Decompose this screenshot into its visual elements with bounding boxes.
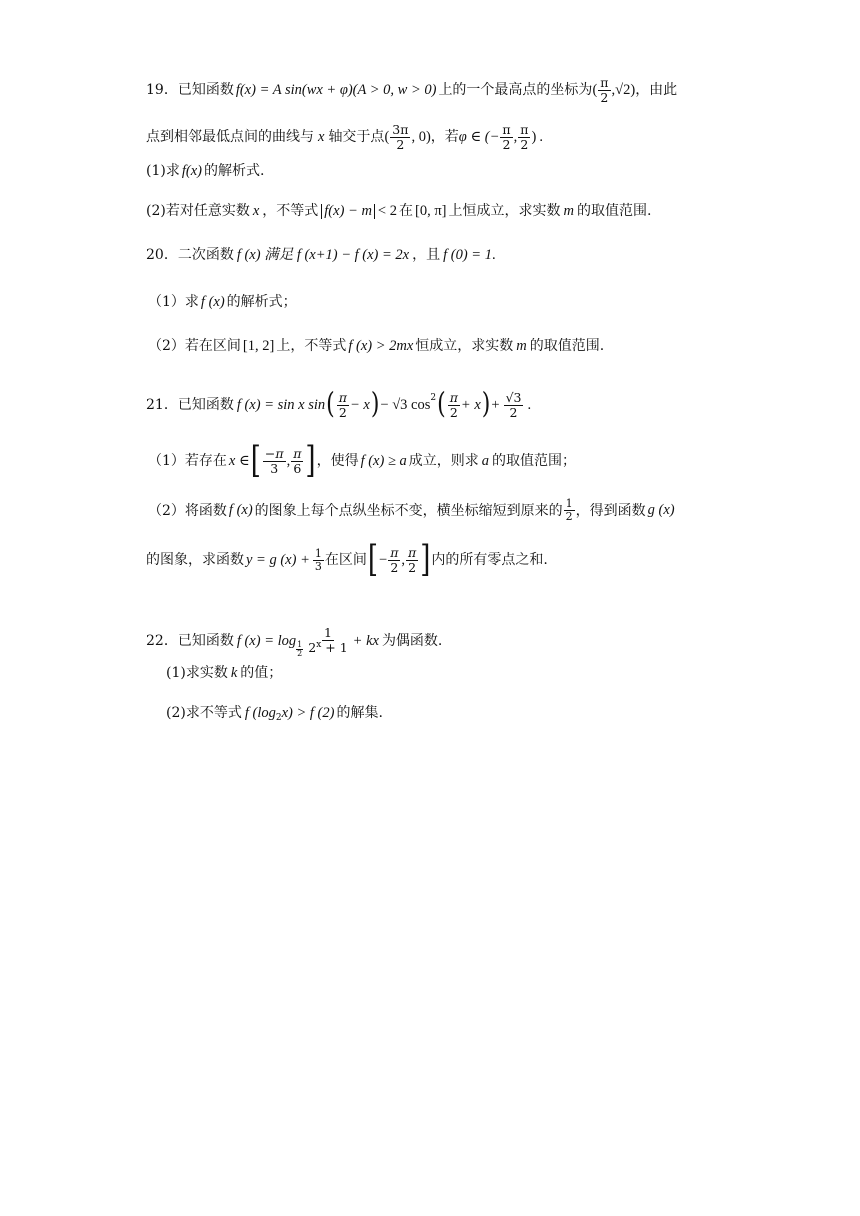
q20-cond: f (x) 满足 f (x+1) − f (x) = 2x <box>236 247 410 263</box>
q21-part1: （1）若存在 x ∈ [ $\frac{-\pi}{3}$ , $\frac{\pi}{6}$ ] ，使得 f (x) ≥ a 成立，则求 a 的取值范围； <box>148 440 577 483</box>
q20-p2d: 的取值范围. <box>529 338 605 355</box>
q21-p3a: 的图象，求函数 <box>146 552 244 569</box>
q22-p1b: 的值； <box>240 665 283 682</box>
frac-num: 1 <box>314 546 322 560</box>
frac-den: 2 <box>297 649 303 659</box>
q20-p2a: （2）若在区间 <box>148 338 241 355</box>
q19-text2: 上的一个最高点的坐标为 <box>438 82 593 99</box>
frac-den <box>306 641 349 656</box>
q21-ineq1: f (x) ≥ a <box>360 453 407 469</box>
q21-yeq: y = g (x) + <box>246 552 310 568</box>
frac-den: 3 <box>270 460 279 476</box>
q21-p1b: ，使得 <box>316 453 359 470</box>
q22-k: k <box>230 665 238 681</box>
q21-p3b: 在区间 <box>324 552 367 569</box>
q21-p1d: 的取值范围； <box>492 453 577 470</box>
frac-num: π <box>338 390 347 405</box>
frac-den: 2 <box>390 559 399 575</box>
q21-xin: x ∈ <box>228 453 250 469</box>
q21-plus: + <box>491 397 500 413</box>
q20-part2 <box>148 339 604 354</box>
q21-p2c: ，得到函数 <box>575 502 646 519</box>
q19-pi-over-2b <box>500 123 512 152</box>
q21-one-third <box>313 548 324 573</box>
q21-pi-over-2b <box>448 391 460 420</box>
q19-text3: ，由此 <box>635 82 678 99</box>
q21-mid: − √3 cos <box>380 397 431 413</box>
q22-ineq: f (log <box>244 705 276 721</box>
q21-pi-over-2 <box>337 391 349 420</box>
q19-p2c: 在 <box>398 203 413 220</box>
q22-fraction <box>306 626 349 656</box>
frac-num: π <box>600 75 609 90</box>
frac-num: 1 <box>565 497 573 510</box>
q21-part2-cont: 的图象，求函数 y = g (x) + $\frac{1}{3}$ 在区间 [ − $\frac{\pi}{2}$ , $\frac{\pi}{2}$ ] 内的所有零点之和. <box>146 539 548 582</box>
q20-p2c: 恒成立，求实数 <box>415 338 514 355</box>
q19-paren-close: ) <box>630 82 636 98</box>
q19-x-var: x <box>252 203 260 219</box>
q20-m: m <box>516 338 527 354</box>
q20-period: . <box>491 247 496 263</box>
q19-text7: ) <box>531 129 537 145</box>
q19-function-def: f(x) = A sin(wx + φ)(A > 0, w > 0) <box>235 82 437 98</box>
q21-neg-pi-over-2 <box>388 546 400 575</box>
q19-phi-in: φ ∈ (− <box>458 129 500 145</box>
q19-sqrt2: √2 <box>615 82 631 98</box>
q21-p1c: 成立，则求 <box>408 453 479 470</box>
q20-text1: 二次函数 <box>177 247 234 264</box>
q19-line2: 点到相邻最低点间的曲线与 x 轴交于点 ( $\frac{3\pi}{2}$ , 0) ，若 φ ∈ (− $\frac{\pi}{2}$ , $\frac{\pi}{2}$ ) . <box>146 122 543 152</box>
q19-p2e: 的取值范围. <box>576 203 652 220</box>
frac-num: π <box>390 545 399 560</box>
q21-one-half <box>564 498 575 523</box>
frac-num: 1 <box>297 639 303 649</box>
q22-kx: + kx <box>352 632 379 649</box>
q21-square: 2 <box>430 392 437 403</box>
q21-neg-pi-over-3 <box>263 447 286 476</box>
frac-den: 2 <box>396 136 405 152</box>
q19-fx: f(x) <box>181 163 202 179</box>
q22-part1 <box>166 666 282 681</box>
q19-x: x <box>318 129 325 145</box>
q22-p2b: 的解集. <box>336 705 383 722</box>
q19-part1 <box>146 164 264 179</box>
q21-p2b: 的图象上每个点纵坐标不变，横坐标缩短到原来的 <box>254 502 563 519</box>
q22-den-base: 2 <box>308 639 317 655</box>
q19-period: . <box>539 129 543 145</box>
q19-p1: (1)求 <box>146 163 180 180</box>
q20-ineq: f (x) > 2mx <box>348 338 414 354</box>
q21-line1: 21． 已知函数 f (x) = sin x sin ( $\frac{\pi}{2}$ − x ) − √3 cos 2 ( $\frac{\pi}{2}$ + x ) + $\frac{√3}{2}$ . <box>146 388 532 421</box>
frac-den: 2 <box>600 89 609 105</box>
q21-plus-x: + x <box>460 397 481 413</box>
q19-text4: 点到相邻最低点间的曲线与 <box>146 129 314 146</box>
q21-period: . <box>527 397 532 413</box>
q19-pi-over-2c <box>518 123 530 152</box>
q21-pi-over-6 <box>291 447 303 476</box>
q19-text6: ，若 <box>430 129 459 146</box>
q21-number: 21． <box>146 397 178 414</box>
q20-part1 <box>148 295 297 310</box>
q22-den-plus: + 1 <box>325 639 348 655</box>
q20-p2b: 上，不等式 <box>276 338 347 355</box>
q20-fx: f (x) <box>200 294 225 310</box>
q21-part2 <box>148 498 675 523</box>
q19-p2d: 上恒成立，求实数 <box>448 203 561 220</box>
q22-log-base2: 2 <box>275 712 282 723</box>
q21-fx: f (x) <box>228 502 253 519</box>
q19-m: m <box>563 203 574 219</box>
q21-p1a: （1）若存在 <box>148 453 227 470</box>
q21-text1: 已知函数 <box>177 397 234 414</box>
q19-p1b: 的解析式. <box>203 163 265 180</box>
q19-interval: [0, π] <box>414 203 447 219</box>
frac-num: π <box>449 390 458 405</box>
q19-3pi-over-2 <box>390 123 410 152</box>
q22-number: 22． <box>146 632 178 649</box>
frac-den: 3 <box>314 559 322 573</box>
q19-paren: ( <box>592 82 598 98</box>
frac-num: √3 <box>505 390 522 405</box>
q22-text2: 为偶函数. <box>381 632 443 649</box>
q22-text1: 已知函数 <box>177 632 234 649</box>
q20-text2: ，且 <box>412 247 441 264</box>
frac-num: π <box>408 545 417 560</box>
q21-sqrt3-over-2 <box>504 391 524 420</box>
frac-num: 1 <box>323 625 332 640</box>
q21-gx: g (x) <box>647 502 675 519</box>
q20-interval: [1, 2] <box>242 338 275 354</box>
q22-p2a: (2)求不等式 <box>166 705 242 722</box>
frac-den: 2 <box>502 136 511 152</box>
q19-text1: 已知函数 <box>177 82 234 99</box>
q19-lt2: < 2 <box>377 203 397 219</box>
q22-part2 <box>166 706 383 721</box>
q19-zero: , 0) <box>411 129 431 145</box>
q20-p1: （1）求 <box>148 294 199 311</box>
q19-part2 <box>146 204 651 219</box>
q19-text5: 轴交于点 <box>328 129 385 146</box>
frac-den: 2 <box>509 404 518 420</box>
q22-ineq-b: x) > f (2) <box>281 705 335 721</box>
frac-den: 6 <box>293 460 302 476</box>
q21-p2a: （2）将函数 <box>148 502 227 519</box>
q21-minus-x: − x <box>349 397 370 413</box>
q20-line1 <box>146 248 496 263</box>
q22-log-base <box>296 641 303 660</box>
q19-line1: 19． 已知函数 f(x) = A sin(wx + φ)(A > 0, w > 0) 上的一个最高点的坐标为 ( $\frac{\pi}{2}$ , √2 ) ，由此 <box>146 75 678 105</box>
frac-den: 2 <box>520 136 529 152</box>
frac-num: π <box>502 122 511 137</box>
q21-f-lhs: f (x) = sin x sin <box>236 397 326 413</box>
q22-den-exp: x <box>316 639 322 650</box>
q19-abs: f(x) − m <box>321 204 375 219</box>
frac-den: 2 <box>408 559 417 575</box>
q19-pi-over-2 <box>598 76 610 105</box>
frac-num: π <box>293 446 302 461</box>
q22-line1 <box>146 625 443 659</box>
q21-pi-over-2c <box>406 546 418 575</box>
frac-num: −π <box>264 446 284 461</box>
q22-f-lhs: f (x) = log <box>236 632 297 649</box>
q19-number: 19． <box>146 82 178 99</box>
q20-p1b: 的解析式； <box>226 294 297 311</box>
q19-p2b: ，不等式 <box>262 203 319 220</box>
frac-den: 2 <box>449 404 458 420</box>
q22-p1a: (1)求实数 <box>166 665 228 682</box>
frac-den: 2 <box>565 510 573 524</box>
q20-cond2: f (0) = 1 <box>443 247 492 263</box>
q21-p3c: 内的所有零点之和. <box>431 552 548 569</box>
q21-a: a <box>481 453 490 469</box>
frac-num: π <box>520 122 529 137</box>
frac-num: 3π <box>392 122 409 137</box>
q19-p2a: (2)若对任意实数 <box>146 203 250 220</box>
q20-number: 20． <box>146 247 178 264</box>
frac-den: 2 <box>338 404 347 420</box>
